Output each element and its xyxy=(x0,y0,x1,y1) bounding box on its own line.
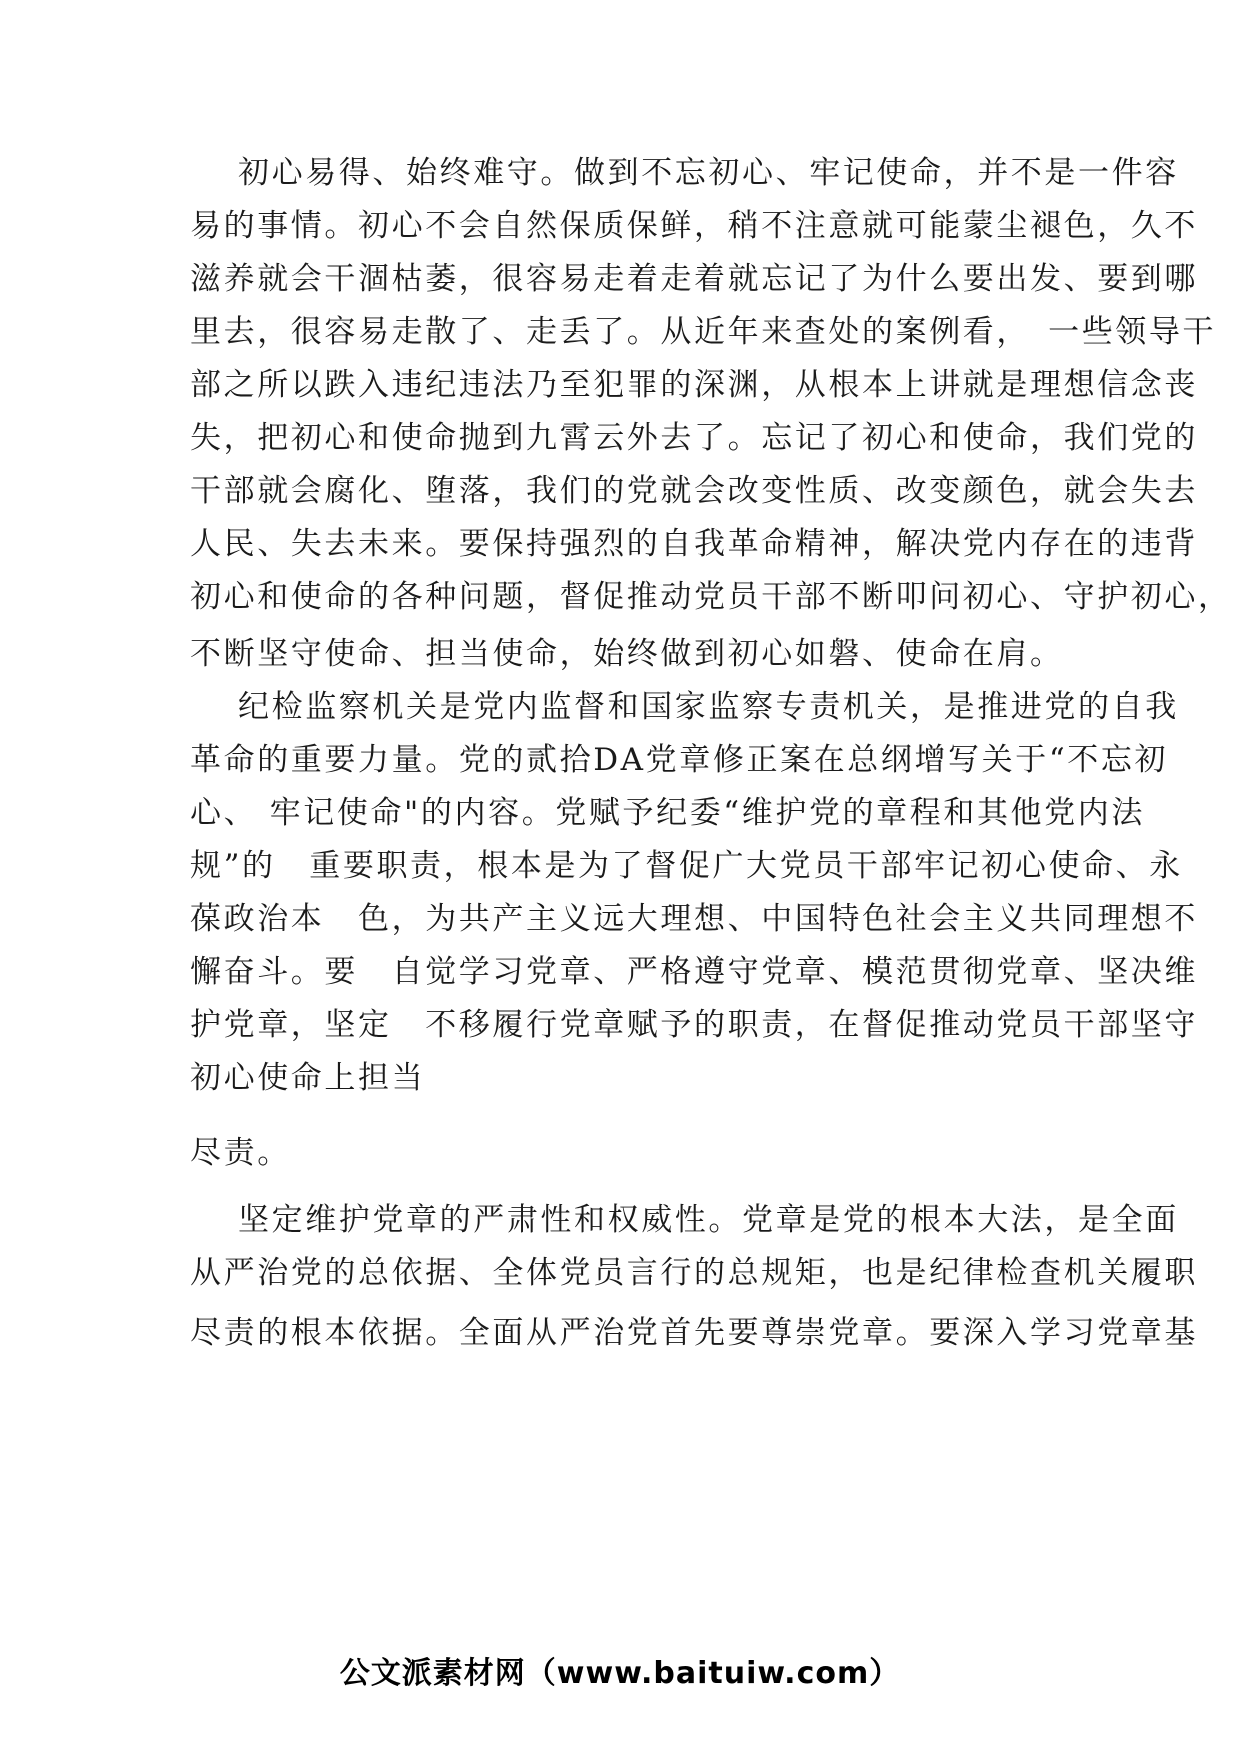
paragraph-2-line-6: 懈奋斗。要 自觉学习党章、严格遵守党章、模范贯彻党章、坚决维 xyxy=(190,954,1198,990)
paragraph-1-line-4: 里去，很容易走散了、走丢了。从近年来查处的案例看， 一些领导干 xyxy=(190,314,1217,350)
paragraph-2-line-7: 护党章，坚定 不移履行党章赋予的职责，在督促推动党员干部坚守 xyxy=(190,1007,1198,1043)
paragraph-1-line-10: 不断坚守使命、担当使命，始终做到初心如磐、使命在肩。 xyxy=(190,636,1064,672)
paragraph-3-line-1: 坚定维护党章的严肃性和权威性。党章是党的根本大法，是全面 xyxy=(238,1202,1179,1238)
paragraph-1-line-2: 易的事情。初心不会自然保质保鲜，稍不注意就可能蒙尘褪色，久不 xyxy=(190,208,1198,244)
footer-watermark: 公文派素材网（www.baituiw.com） xyxy=(339,1656,901,1691)
paragraph-2-line-3: 心、 牢记使命"的内容。党赋予纪委“维护党的章程和其他党内法 xyxy=(190,795,1145,831)
paragraph-3-line-3: 尽责的根本依据。全面从严治党首先要尊崇党章。要深入学习党章基 xyxy=(190,1315,1198,1351)
paragraph-1-line-9: 初心和使命的各种问题，督促推动党员干部不断叩问初心、守护初心， xyxy=(190,579,1232,615)
paragraph-2-line-5: 葆政治本 色，为共产主义远大理想、中国特色社会主义共同理想不 xyxy=(190,901,1198,937)
paragraph-1-line-7: 干部就会腐化、堕落，我们的党就会改变性质、改变颜色，就会失去 xyxy=(190,473,1198,509)
paragraph-1-line-3: 滋养就会干涸枯萎，很容易走着走着就忘记了为什么要出发、要到哪 xyxy=(190,261,1198,297)
paragraph-2-line-1: 纪检监察机关是党内监督和国家监察专责机关，是推进党的自我 xyxy=(238,689,1179,725)
paragraph-2-line-4: 规”的 重要职责，根本是为了督促广大党员干部牢记初心使命、永 xyxy=(190,848,1183,884)
paragraph-1-line-5: 部之所以跌入违纪违法乃至犯罪的深渊，从根本上讲就是理想信念丧 xyxy=(190,367,1198,403)
paragraph-2-line-9: 尽责。 xyxy=(190,1135,291,1171)
paragraph-2-line-8: 初心使命上担当 xyxy=(190,1060,426,1096)
paragraph-2-line-2: 革命的重要力量。党的贰拾DA党章修正案在总纲增写关于“不忘初 xyxy=(190,742,1169,778)
paragraph-1-line-1: 初心易得、始终难守。做到不忘初心、牢记使命，并不是一件容 xyxy=(238,155,1179,191)
paragraph-1-line-6: 失，把初心和使命抛到九霄云外去了。忘记了初心和使命，我们党的 xyxy=(190,420,1198,456)
paragraph-1-line-8: 人民、失去未来。要保持强烈的自我革命精神，解决党内存在的违背 xyxy=(190,526,1198,562)
paragraph-3-line-2: 从严治党的总依据、全体党员言行的总规矩，也是纪律检查机关履职 xyxy=(190,1255,1198,1291)
